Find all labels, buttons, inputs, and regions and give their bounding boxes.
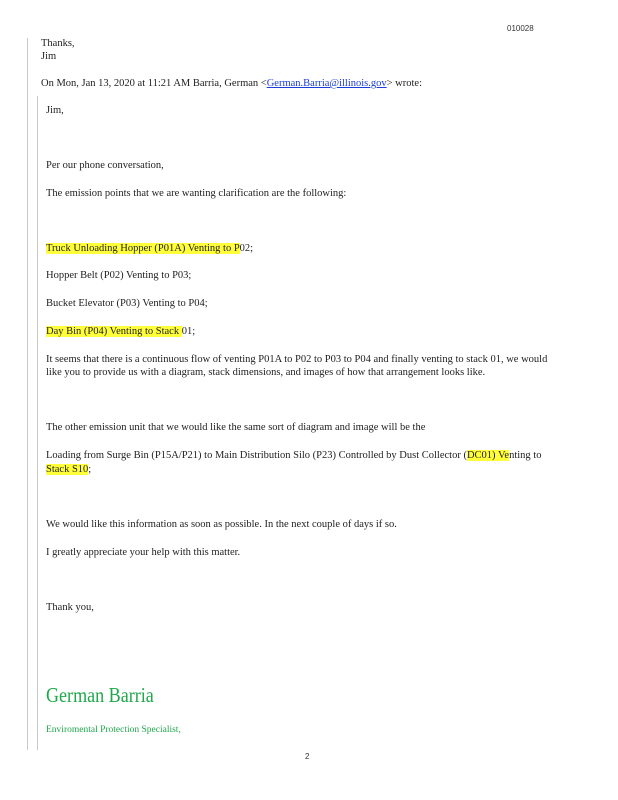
- document-number: 010028: [507, 24, 534, 33]
- emission-line-4: Day Bin (P04) Venting to Stack 01;: [46, 326, 196, 337]
- signature-title: Enviromental Protection Specialist,: [46, 725, 181, 735]
- reply-name: Jim: [41, 51, 57, 62]
- paragraph-asap: We would like this information as soon as possible. In the next couple of days if so.: [46, 519, 397, 530]
- reply-closing: Thanks,: [41, 38, 75, 49]
- paragraph-surge-bin-1: Loading from Surge Bin (P15A/P21) to Main Distribution Silo (P23) Controlled by Dust Collector (DC01) Venting to: [46, 450, 542, 461]
- signoff: Thank you,: [46, 602, 94, 613]
- quote-rule-inner: [37, 96, 38, 750]
- sender-email-link[interactable]: German.Barria@illinois.gov: [266, 78, 387, 89]
- paragraph-phone: Per our phone conversation,: [46, 160, 164, 171]
- paragraph-other-unit: The other emission unit that we would like the same sort of diagram and image will be the: [46, 422, 426, 433]
- highlight-truck-unloading: Truck Unloading Hopper (P01A) Venting to P: [46, 243, 240, 254]
- paragraph-surge-bin-2: Stack S10;: [46, 464, 92, 475]
- paragraph-flow-1: It seems that there is a continuous flow of venting P01A to P02 to P03 to P04 and finally venting to stack 01, we would: [46, 354, 548, 365]
- quote-header-suffix: > wrote:: [386, 78, 422, 89]
- signature-name: German Barria: [46, 683, 154, 707]
- emission-line-2: Hopper Belt (P02) Venting to P03;: [46, 270, 192, 281]
- quote-header: [41, 78, 422, 89]
- paragraph-appreciate: I greatly appreciate your help with this matter.: [46, 547, 241, 558]
- page-number: 2: [305, 752, 310, 761]
- highlight-dc01: DC01) Ve: [466, 450, 510, 461]
- paragraph-intro: The emission points that we are wanting clarification are the following:: [46, 188, 347, 199]
- greeting: Jim,: [46, 105, 64, 116]
- highlight-day-bin: Day Bin (P04) Venting to Stack: [46, 326, 182, 337]
- highlight-stack-s10: Stack S10: [46, 464, 89, 475]
- emission-line-3: Bucket Elevator (P03) Venting to P04;: [46, 298, 208, 309]
- quote-rule-outer: [27, 38, 28, 750]
- quote-header-prefix: On Mon, Jan 13, 2020 at 11:21 AM Barria, German <: [41, 78, 267, 89]
- emission-line-1: Truck Unloading Hopper (P01A) Venting to P02;: [46, 243, 254, 254]
- paragraph-flow-2: like you to provide us with a diagram, stack dimensions, and images of how that arrangement looks like.: [46, 367, 486, 378]
